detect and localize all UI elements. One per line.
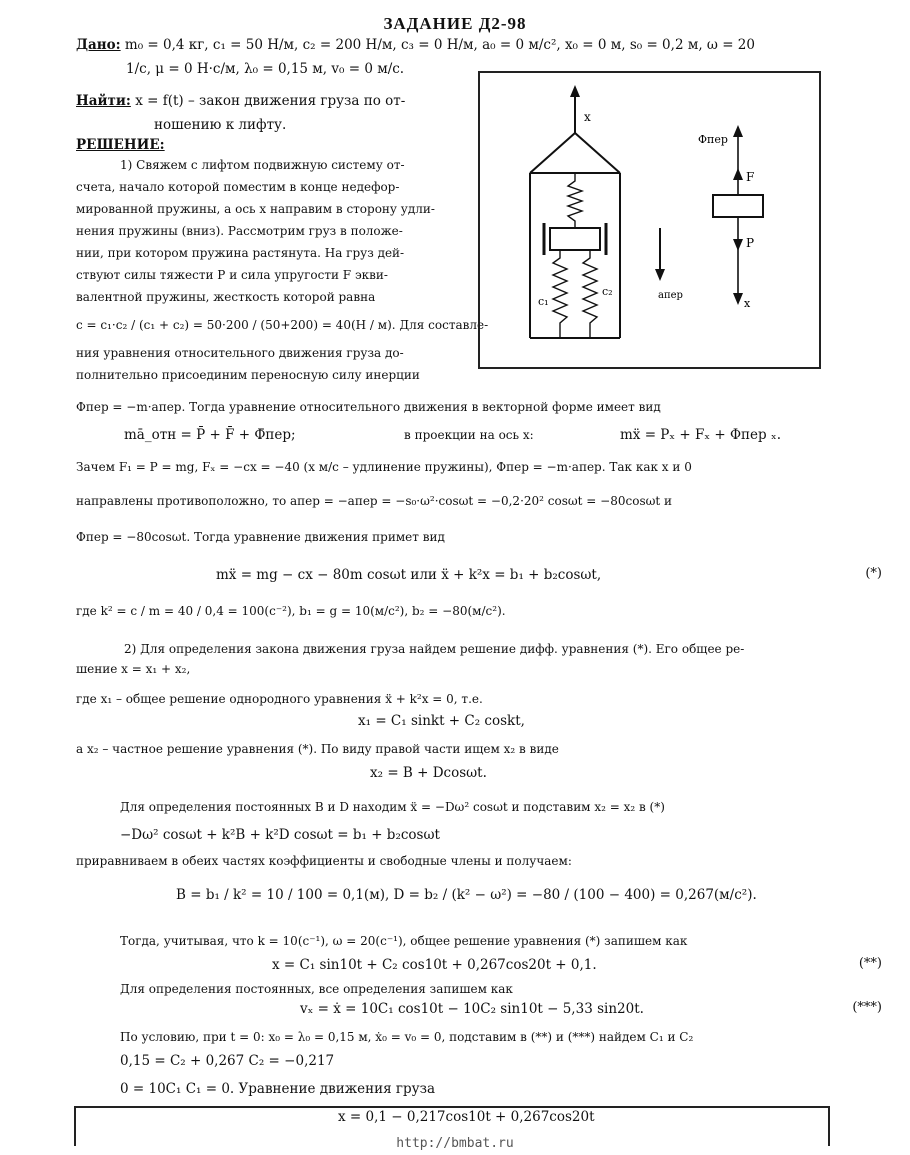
source-url: http://bmbat.ru (396, 1136, 514, 1151)
body-line-14: B = b₁ / k² = 10 / 100 = 0,1(м), D = b₂ / (k² − ω²) = −80 / (100 − 400) = 0,267(м/с²). (176, 887, 757, 903)
given-label: Дано: (76, 37, 121, 53)
left-col-9: полнительно присоединим переносную силу инерции (76, 368, 420, 382)
eq-tag-2: (**) (858, 956, 882, 971)
body-line-13: приравниваем в обеих частях коэффициенты и свободные члены и получаем: (76, 854, 572, 868)
x-down-arrow-icon (733, 293, 743, 305)
body-line-18: vₓ = ẋ = 10C₁ cos10t − 10C₂ sin10t − 5,33 sin20t. (300, 1001, 644, 1017)
fbd-block (713, 195, 763, 217)
given-line-1 (76, 36, 755, 54)
left-col-7: c = c₁·c₂ / (c₁ + c₂) = 50·200 / (50+200) = 40(Н / м). Для составле- (76, 318, 489, 332)
body-line-8: x₁ = C₁ sinkt + C₂ coskt, (358, 713, 525, 729)
body-line-12: −Dω² cosωt + k²B + k²D cosωt = b₁ + b₂cosωt (120, 827, 440, 843)
given-text-1: m₀ = 0,4 кг, c₁ = 50 Н/м, c₂ = 200 Н/м, c₃ = 0 Н/м, a₀ = 0 м/с², x₀ = 0 м, s₀ = 0,2 м, ω = 20 (124, 37, 755, 53)
body-line-5: 2) Для определения закона движения груза найдем решение дифф. уравнения (*). Его общее ре- (124, 642, 745, 656)
phi-label: Φпер (698, 133, 728, 146)
mass-block (550, 228, 600, 250)
body-line-6: шение x = x₁ + x₂, (76, 662, 191, 676)
spring-c1 (553, 250, 567, 338)
left-col-0: 1) Свяжем с лифтом подвижную систему от- (120, 158, 405, 172)
body-line-3: Φпер = −80cosωt. Тогда уравнение движения примет вид (76, 530, 445, 544)
left-col-2: мированной пружины, а ось x направим в сторону удли- (76, 202, 435, 216)
eq-proj: mẍ = Pₓ + Fₓ + Φпер ₓ. (620, 427, 781, 443)
body-line-16: x = C₁ sin10t + C₂ cos10t + 0,267cos20t + 0,1. (272, 957, 597, 973)
left-col-4: нии, при котором пружина растянута. На груз дей- (76, 246, 405, 260)
body-line-9: а x₂ – частное решение уравнения (*). По виду правой части ищем x₂ в виде (76, 742, 559, 756)
x-bottom-label: x (744, 297, 751, 310)
p-label: P (746, 236, 755, 250)
eq-vector: mā_отн = P̄ + F̄ + Φ̄пер; (124, 427, 296, 443)
f-label: F (746, 170, 755, 184)
page-title: ЗАДАНИЕ Д2-98 (383, 14, 527, 33)
find-label: Найти: (76, 93, 131, 109)
left-col-8: ния уравнения относительного движения груза до- (76, 346, 404, 360)
body-line-10: x₂ = B + Dcosωt. (370, 765, 487, 781)
accel-label: aпер (658, 290, 683, 301)
left-col-3: нения пружины (вниз). Рассмотрим груз в положе- (76, 224, 403, 238)
eq-tag-1: (*) (865, 566, 882, 581)
top-spring (568, 173, 582, 228)
left-col-5: ствуют силы тяжести P и сила упругости F экви- (76, 268, 388, 282)
phi-arrow-icon (733, 125, 743, 137)
eq-motion: mẍ = mg − cx − 80m cosωt или ẍ + k²x = b₁ + b₂cosωt, (216, 567, 602, 583)
figure-box (478, 71, 821, 369)
body-line-7: где x₁ – общее решение однородного уравнения ẍ + k²x = 0, т.е. (76, 692, 483, 706)
body-line-0: Φпер = −m·aпер. Тогда уравнение относительного движения в векторной форме имеет вид (76, 400, 661, 414)
given-text-2: 1/с, μ = 0 Н·с/м, λ₀ = 0,15 м, v₀ = 0 м/с. (126, 61, 405, 77)
spring-c2 (583, 250, 597, 338)
body-line-4: где k² = c / m = 40 / 0,4 = 100(с⁻²), b₁ = g = 10(м/с²), b₂ = −80(м/с²). (76, 604, 506, 618)
axis-x-label: x (584, 110, 591, 124)
answer-equation: x = 0,1 − 0,217cos10t + 0,267cos20t (338, 1109, 595, 1125)
body-line-15: Тогда, учитывая, что k = 10(с⁻¹), ω = 20(с⁻¹), общее решение уравнения (*) запишем как (120, 934, 688, 948)
f-arrow-icon (733, 168, 743, 180)
body-line-1: Зачем F₁ = P = mg, Fₓ = −cx = −40 (x м/с – удлинение пружины), Φпер = −m·aпер. Так как x и 0 (76, 460, 692, 474)
c1-label: c₁ (538, 295, 549, 308)
left-col-6: валентной пружины, жесткость которой равна (76, 290, 376, 304)
find-text-1: x = f(t) – закон движения груза по от- (135, 93, 406, 109)
find-text-2: ношению к лифту. (154, 117, 287, 133)
c2-label: c₂ (602, 285, 613, 298)
p-arrow-icon (733, 239, 743, 251)
axis-x-arrow-icon (570, 85, 580, 97)
eq-tag-3: (***) (852, 1000, 882, 1015)
body-line-19: По условию, при t = 0: x₀ = λ₀ = 0,15 м, ẋ₀ = v₀ = 0, подставим в (**) и (***) найдем C₁ и C₂ (120, 1030, 694, 1044)
hanger (530, 133, 620, 173)
body-line-21: 0 = 10C₁ C₁ = 0. Уравнение движения груза (120, 1081, 436, 1097)
spring-mass-diagram (480, 73, 819, 367)
accel-arrow-icon (655, 269, 665, 281)
left-col-1: счета, начало которой поместим в конце недефор- (76, 180, 400, 194)
body-line-20: 0,15 = C₂ + 0,267 C₂ = −0,217 (120, 1053, 335, 1069)
body-line-2: направлены противоположно, то aпер = −aпер = −s₀·ω²·cosωt = −0,2·20² cosωt = −80cosωt и (76, 494, 673, 508)
body-line-11: Для определения постоянных B и D находим ẍ = −Dω² cosωt и подставим x₂ = x₂ в (*) (120, 800, 665, 814)
solution-label: РЕШЕНИЕ: (76, 137, 165, 153)
find-line-1 (76, 92, 405, 110)
eq-proj-label: в проекции на ось x: (404, 428, 534, 442)
body-line-17: Для определения постоянных, все определения запишем как (120, 982, 513, 996)
